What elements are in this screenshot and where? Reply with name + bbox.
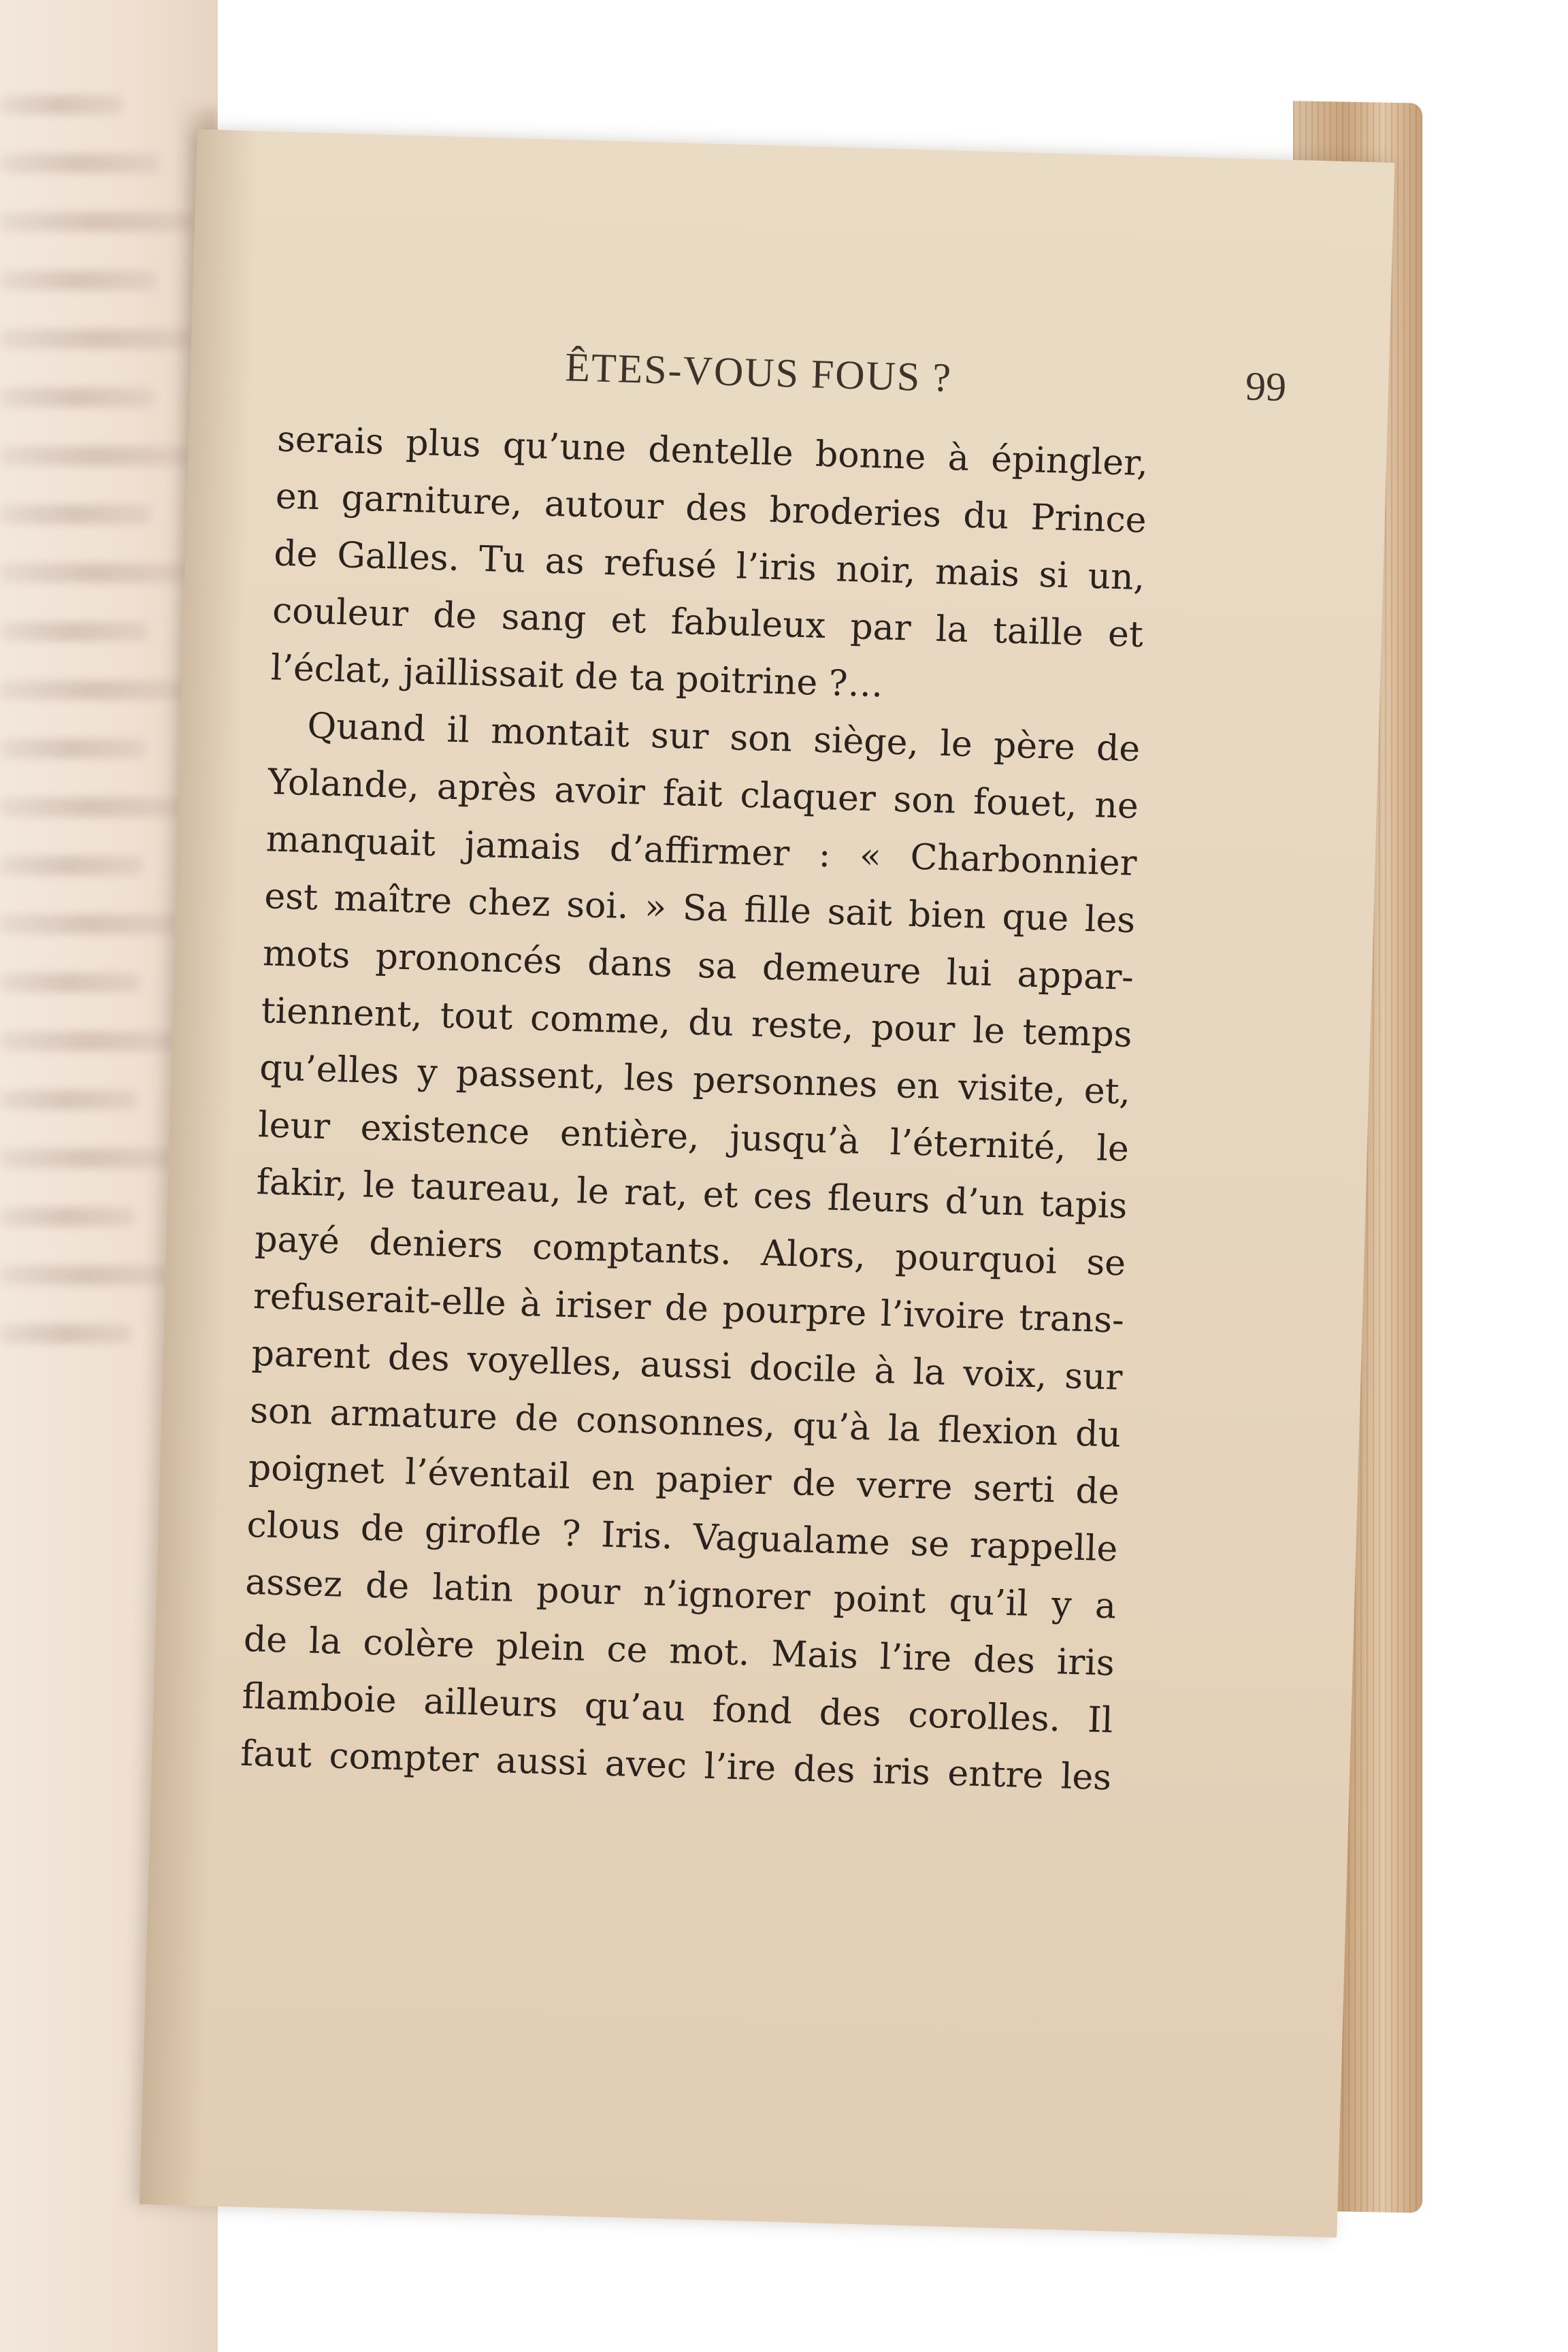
ghost-text-line — [0, 446, 189, 466]
ghost-text-line — [0, 1266, 170, 1285]
text-line: refuserait-elle à iriser de pourpre l’ivoire trans- — [252, 1275, 1125, 1341]
text-line: couleur de sang et fabuleux par la taille et — [272, 590, 1144, 656]
ghost-text-line — [0, 915, 178, 934]
text-line: en garniture, autour des broderies du Prince — [275, 476, 1147, 542]
text-line: parent des voyelles, aussi docile à la voix, sur — [250, 1333, 1124, 1399]
book-page — [140, 129, 1394, 2238]
ghost-text-line — [0, 1032, 176, 1051]
text-line: fakir, le taureau, le rat, et ces fleurs d’un tapis — [256, 1162, 1128, 1227]
text-line: est maître chez soi. » Sa fille sait bien que les — [263, 876, 1136, 941]
text-line: flamboie ailleurs qu’au fond des corolles. Il — [241, 1676, 1114, 1742]
ghost-text-line — [0, 271, 156, 290]
ghost-text-line — [0, 1090, 137, 1109]
text-line: faut compter aussi avec l’ire des iris entre les — [240, 1733, 1112, 1799]
text-line: payé deniers comptants. Alors, pourquoi se — [254, 1219, 1126, 1284]
text-line: manquait jamais d’affirmer : « Charbonnier — [265, 819, 1138, 884]
ghost-text-line — [0, 973, 140, 992]
text-line: tiennent, tout comme, du reste, pour le temps — [261, 990, 1133, 1056]
ghost-text-line — [0, 798, 181, 817]
ghost-text-line — [0, 564, 186, 583]
running-head — [483, 342, 1287, 419]
ghost-text-line — [0, 1149, 173, 1168]
ghost-text-line — [0, 388, 153, 407]
running-title: ÊTES-VOUS FOUS ? — [564, 344, 953, 401]
ghost-text-line — [0, 1207, 134, 1226]
body-text — [240, 410, 1149, 1806]
text-line: leur existence entière, jusqu’à l’éternité, le — [257, 1105, 1130, 1170]
ghost-text-line — [0, 505, 150, 524]
text-line: clous de girofle ? Iris. Vagualame se rappelle — [246, 1504, 1119, 1570]
ghost-text-line — [0, 622, 148, 641]
ghost-text-line — [0, 739, 145, 758]
text-line: mots prononcés dans sa demeure lui appar- — [262, 933, 1134, 998]
text-line: de Galles. Tu as refusé l’iris noir, mais si un, — [273, 533, 1145, 599]
text-line: Quand il montait sur son siège, le père de — [306, 705, 1141, 770]
text-line: de la colère plein ce mot. Mais l’ire des iris — [243, 1618, 1115, 1684]
text-line: qu’elles y passent, les personnes en visite, et, — [259, 1047, 1131, 1113]
text-line: assez de latin pour n’ignorer point qu’il y a — [244, 1561, 1117, 1627]
page-number: 99 — [1245, 363, 1287, 410]
ghost-text-line — [0, 856, 142, 875]
ghost-text-line — [0, 154, 159, 173]
ghost-text-line — [0, 329, 192, 348]
ghost-text-line — [0, 95, 122, 114]
text-line: Yolande, après avoir fait claquer son fouet, ne — [267, 762, 1139, 827]
text-line: serais plus qu’une dentelle bonne à épingler, — [276, 419, 1149, 485]
ghost-text-line — [0, 681, 184, 700]
text-line: son armature de consonnes, qu’à la flexion du — [249, 1390, 1122, 1456]
ghost-text-line — [0, 212, 195, 231]
ghost-text-line — [0, 1324, 131, 1343]
text-line: poignet l’éventail en papier de verre serti de — [248, 1447, 1120, 1513]
text-line: l’éclat, jaillissait de ta poitrine ?… — [270, 647, 884, 706]
